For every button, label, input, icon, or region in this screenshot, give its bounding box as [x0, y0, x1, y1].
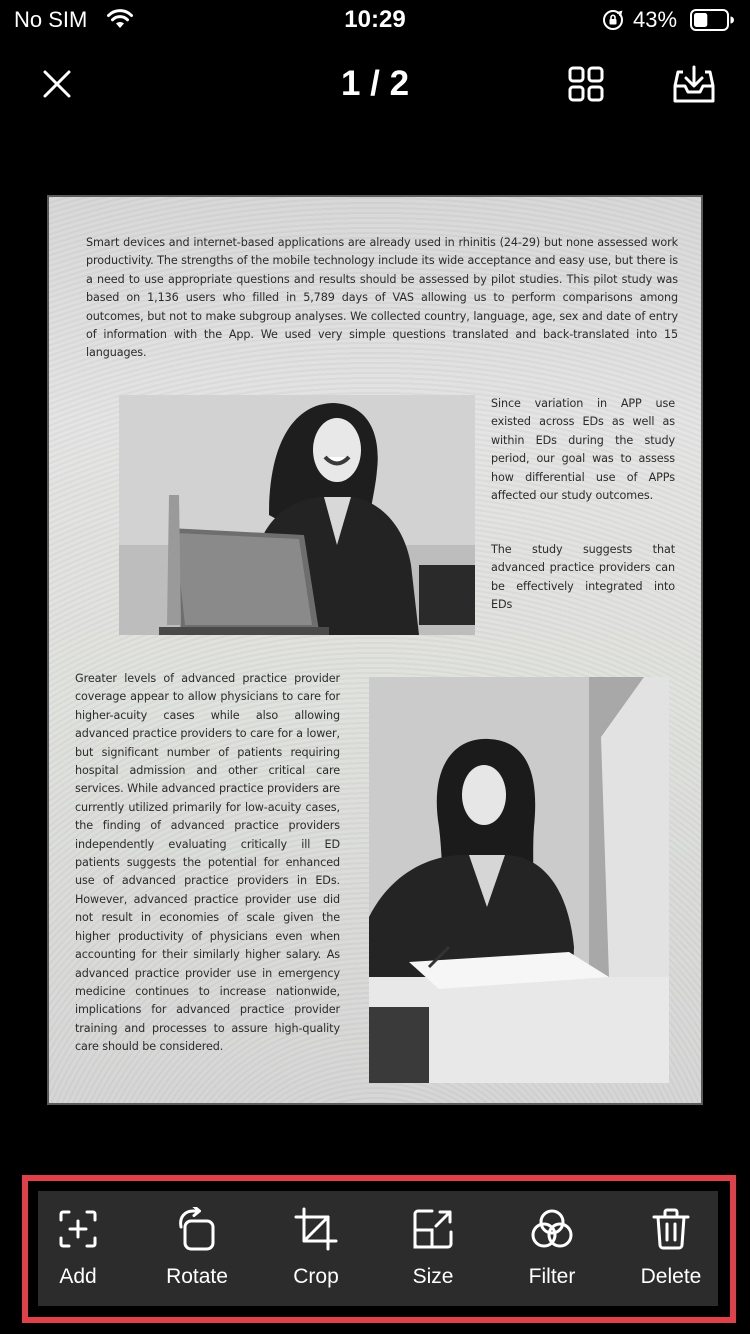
page-counter: 1 / 2	[340, 64, 410, 103]
orientation-lock-icon	[602, 9, 624, 31]
top-navigation-bar	[0, 50, 750, 120]
close-icon	[42, 69, 72, 99]
delete-label: Delete	[640, 1265, 702, 1288]
filter-button[interactable]	[497, 1191, 607, 1306]
filter-icon	[531, 1208, 573, 1250]
resize-icon	[412, 1208, 454, 1250]
battery-percentage: 43%	[633, 7, 678, 32]
rotate-label: Rotate	[166, 1265, 228, 1288]
page-grid-button[interactable]	[560, 62, 612, 106]
download-tray-icon	[673, 64, 715, 104]
size-button[interactable]	[378, 1191, 488, 1306]
save-to-tray-button[interactable]	[668, 60, 720, 108]
document-photo-laughing-woman	[119, 395, 475, 635]
delete-button[interactable]	[616, 1191, 726, 1306]
document-photo-writing-woman	[369, 677, 669, 1083]
woman-with-laptop-photo	[119, 395, 475, 635]
document-paragraph-left: Greater levels of advanced practice provider coverage appear to allow physicians to care for higher-acuity cases while also allowing advanced practice providers to care for a lower, but significant number of patients requiring hospital admission and other critical care services. While advanced practice providers are currently utilized primarily for low-acuity cases, the finding of advanced practice providers independently evaluating critically ill ED patients suggests the potential for enhanced use of advanced practice providers in EDs. However, advanced practice provider use did not result in economies of scale given the higher productivity of physicians even when accounting for their similarly higher salary. As advanced practice provider use in emergency medicine continues to increase nationwide, implications for advanced practice provider training and processes to assure high-quality care should be considered.	[75, 672, 340, 1054]
clock: 10:29	[344, 6, 406, 33]
add-button[interactable]	[23, 1191, 133, 1306]
rotate-icon	[175, 1207, 219, 1251]
crop-label: Crop	[293, 1265, 339, 1288]
bottom-toolbar	[38, 1191, 718, 1306]
battery-icon	[690, 9, 734, 31]
rotate-button[interactable]	[142, 1191, 252, 1306]
add-label: Add	[59, 1265, 97, 1288]
document-paragraph-right-1: Since variation in APP use existed across EDs as well as within EDs during the study period, our goal was to assess how differential use of APPs affected our study outcomes.	[491, 397, 675, 503]
carrier-label: No SIM	[14, 7, 88, 32]
add-frame-icon	[58, 1209, 98, 1249]
size-label: Size	[412, 1265, 454, 1288]
close-button[interactable]	[30, 64, 84, 104]
woman-writing-photo	[369, 677, 669, 1083]
crop-icon	[294, 1207, 338, 1251]
battery-fill	[694, 13, 707, 27]
filter-label: Filter	[528, 1265, 576, 1288]
scanned-document-page	[47, 195, 703, 1105]
crop-button[interactable]	[261, 1191, 371, 1306]
grid-icon	[568, 66, 604, 102]
trash-icon	[651, 1208, 691, 1250]
document-paragraph-top: Smart devices and internet-based applications are already used in rhinitis (24-29) but none assessed work productivity. The strengths of the mobile technology include its wide acceptance and easy use, but there is a need to use appropriate questions and results should be assessed by pilot studies. This pilot study was based on 1,136 users who filled in 5,789 days of VAS allowing us to perform comparisons among outcomes, but not to make subgroup analyses. We collected country, language, age, sex and date of entry of information with the App. We used very simple questions translated and back-translated into 15 languages.	[86, 236, 678, 360]
status-bar	[0, 0, 750, 40]
document-paragraph-right-2: The study suggests that advanced practice providers can be effectively integrated into EDs	[491, 543, 675, 612]
